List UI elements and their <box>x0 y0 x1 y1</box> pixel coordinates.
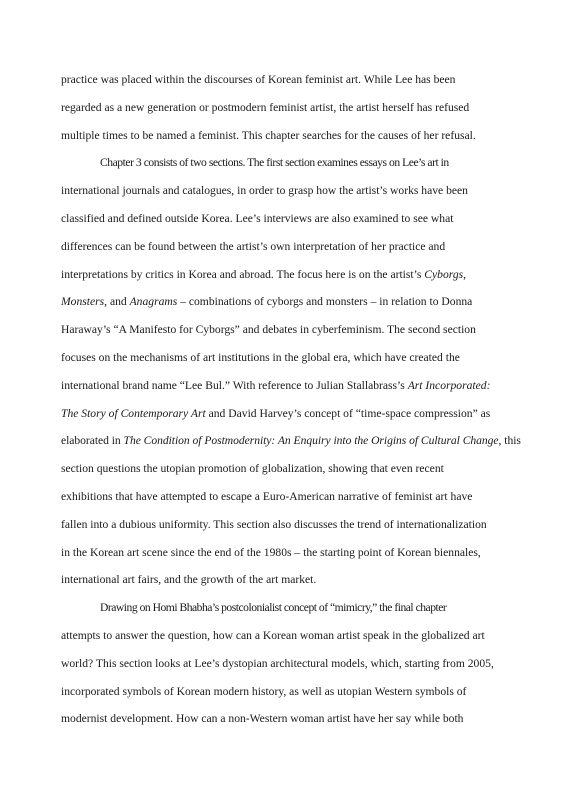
text-line <box>61 212 521 226</box>
text-segment: attempts to answer the question, how can a Korean woman artist speak in the globalized art <box>61 629 485 642</box>
text-line <box>100 601 560 615</box>
text-segment: differences can be found between the artist’s own interpretation of her practice and <box>61 239 446 253</box>
text-segment: regarded as a new generation or postmodern feminist artist, the artist herself has refused <box>61 100 470 114</box>
text-segment: section questions the utopian promotion of globalization, showing that even recent <box>61 462 444 476</box>
text-line <box>61 685 521 699</box>
text-line <box>100 156 560 170</box>
text-segment: Drawing on Homi Bhabha’s postcolonialist concept of “mimicry,” the final chapter <box>100 601 447 615</box>
text-line <box>61 518 521 532</box>
text-segment: modernist development. How can a non-Western woman artist have her say while both <box>61 712 464 726</box>
text-segment: world? This section looks at Lee’s dystopian architectural models, which, starting from 2005, <box>61 656 494 670</box>
text-line <box>61 434 521 448</box>
italic-title: Monsters <box>61 295 105 309</box>
text-segment: exhibitions that have attempted to escape a Euro-American narrative of feminist art have <box>61 490 473 503</box>
text-segment: international art fairs, and the growth of the art market. <box>61 573 317 587</box>
text-line <box>61 462 521 476</box>
text-line <box>61 573 521 587</box>
text-line <box>61 295 521 309</box>
text-line <box>61 407 521 421</box>
text-line <box>61 184 521 198</box>
text-segment: and David Harvey’s concept of “time-space compression” as <box>205 406 491 420</box>
text-segment: elaborated in <box>61 434 124 448</box>
text-segment: in the Korean art scene since the end of the 1980s – the starting point of Korean biennales, <box>61 545 481 559</box>
text-line <box>61 73 521 87</box>
text-line <box>61 490 521 504</box>
italic-title: Art Incorporated: <box>407 378 491 392</box>
text-line <box>61 240 521 254</box>
text-segment: interpretations by critics in Korea and abroad. The focus here is on the artist’s <box>61 267 425 281</box>
text-segment: practice was placed within the discourses of Korean feminist art. While Lee has been <box>61 73 456 86</box>
text-segment: focuses on the mechanisms of art institutions in the global era, which have created the <box>61 351 460 364</box>
text-segment: international brand name “Lee Bul.” With reference to Julian Stallabrass’s <box>61 378 408 392</box>
text-segment: Chapter 3 consists of two sections. The first section examines essays on Lee’s art in <box>100 156 449 170</box>
text-segment: , <box>463 267 467 281</box>
italic-title: The Condition of Postmodernity: An Enquiry into the Origins of Cultural Change <box>123 434 499 448</box>
text-segment: – combinations of cyborgs and monsters – in relation to Donna <box>177 295 473 309</box>
text-segment: classified and defined outside Korea. Lee’s interviews are also examined to see what <box>61 212 454 225</box>
text-line <box>61 657 521 671</box>
text-line <box>61 629 521 643</box>
text-line <box>61 379 521 393</box>
text-segment: incorporated symbols of Korean modern history, as well as utopian Western symbols of <box>61 684 467 698</box>
text-segment: , and <box>104 295 130 309</box>
text-line <box>61 129 521 143</box>
text-line <box>61 546 521 560</box>
text-segment: fallen into a dubious uniformity. This section also discusses the trend of internationalization <box>61 517 487 531</box>
italic-title: Anagrams <box>129 295 178 309</box>
text-line <box>61 323 521 337</box>
text-segment: , this <box>498 434 521 448</box>
text-segment: international journals and catalogues, in order to grasp how the artist’s works have been <box>61 184 468 198</box>
italic-title: Cyborgs <box>424 267 464 281</box>
text-line <box>61 101 521 115</box>
text-line <box>61 351 521 365</box>
text-segment: multiple times to be named a feminist. This chapter searches for the causes of her refusal. <box>61 128 476 142</box>
text-segment: Haraway’s “A Manifesto for Cyborgs” and debates in cyberfeminism. The second section <box>61 323 476 337</box>
text-line <box>61 268 521 282</box>
italic-title: The Story of Contemporary Art <box>61 406 206 420</box>
text-line <box>61 712 521 726</box>
